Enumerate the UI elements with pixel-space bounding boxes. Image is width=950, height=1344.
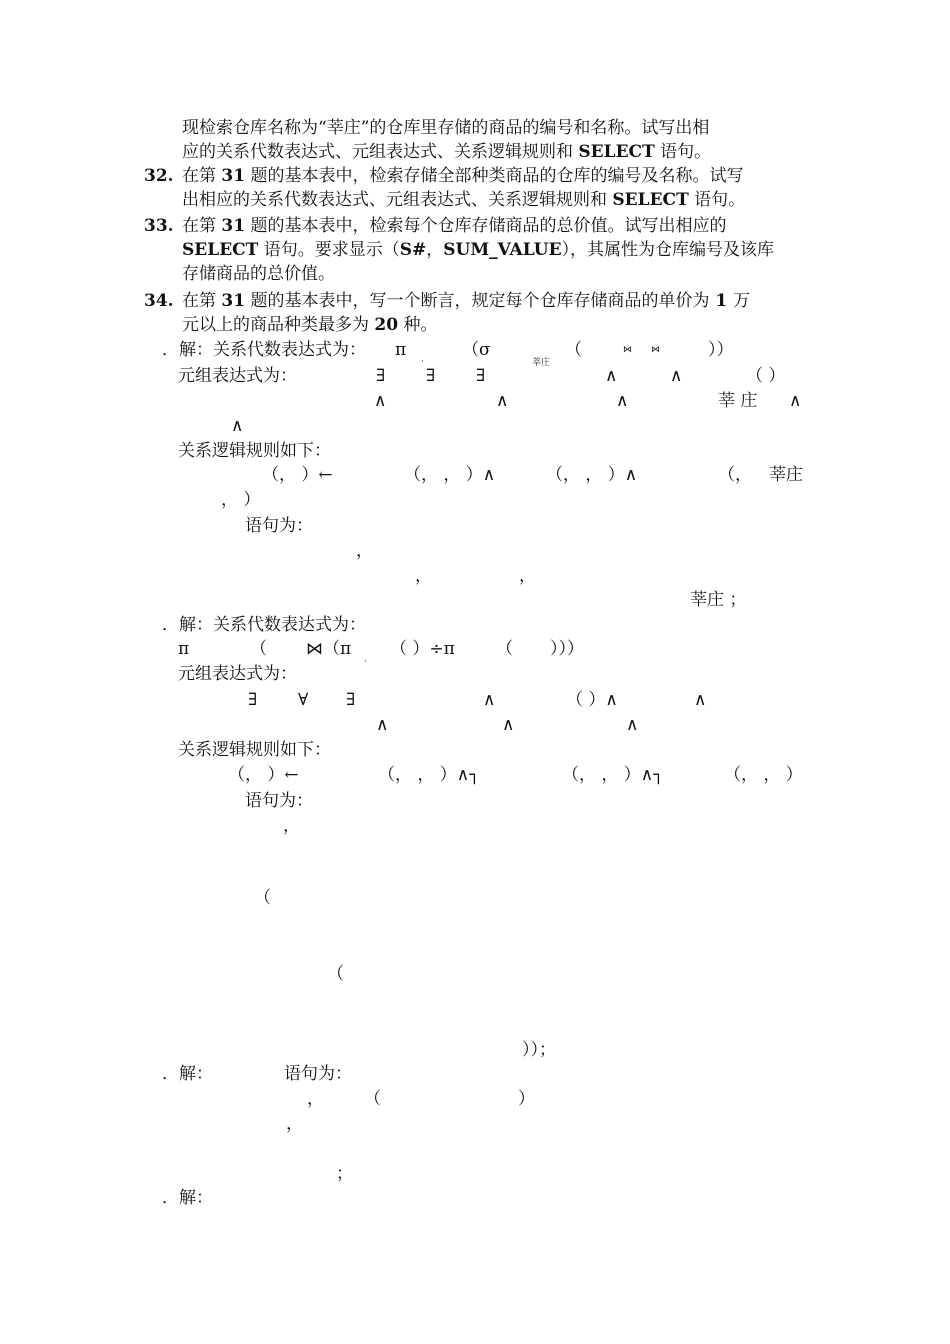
a31-join-paren: （ <box>565 340 582 360</box>
a31-and-4: ∧ <box>496 391 509 411</box>
a32-and-5: ∧ <box>626 715 639 735</box>
q32-line-1: 在第 31 题的基本表中，检索存储全部种类商品的仓库的编号及名称。试写 <box>182 166 744 186</box>
a31-sql-end: 莘庄 ； <box>690 590 747 610</box>
a31-and-7: ∧ <box>231 416 244 436</box>
a32-sql-label: 语句为： <box>245 791 313 811</box>
a32-comma-1: ， <box>283 816 300 836</box>
a31-exists-3: ∃ <box>476 366 486 386</box>
a32-rule-body-3: （， ， ） <box>724 765 803 785</box>
a31-close-2: ）） <box>708 340 734 360</box>
a31-rule-head: （， ）← <box>262 465 333 485</box>
a31-paren-pair: （ ） <box>746 366 786 386</box>
a31-and-2: ∧ <box>670 366 683 386</box>
a31-rule-name: 莘庄 <box>769 465 803 485</box>
a33-semicolon: ； <box>336 1164 353 1184</box>
a32-lparen-4: （ <box>327 964 344 984</box>
a32-join-pi: ⋈（π <box>306 639 352 659</box>
a32-and-3: ∧ <box>376 715 389 735</box>
a32-tuple-label: 元组表达式为： <box>178 664 297 684</box>
a31-comma-3: ， <box>519 566 536 586</box>
a33-rparen: ） <box>518 1089 535 1109</box>
a32-rule-label: 关系逻辑规则如下： <box>178 740 331 760</box>
a32-pi: π <box>178 639 190 659</box>
q32-line-2: 出相应的关系代数表达式、元组表达式、关系逻辑规则和 SELECT 语句。 <box>182 190 746 210</box>
a32-forall: ∀ <box>298 690 309 710</box>
a31-rule-cont: ， ） <box>221 490 261 510</box>
a31-rule-body-2: （， ， ）∧ <box>546 465 638 485</box>
a31-rule-body-3: （， <box>718 465 752 485</box>
a32-label: ．解：关系代数表达式为： <box>162 615 366 635</box>
a32-and-4: ∧ <box>502 715 515 735</box>
a33-comma-1: ， <box>307 1089 324 1109</box>
a31-dot: · <box>421 357 424 367</box>
q34-line-2: 元以上的商品种类最多为 20 种。 <box>182 315 438 335</box>
a33-comma-2: ， <box>286 1114 303 1134</box>
a32-and-1: ∧ <box>483 690 496 710</box>
q32-number: 32. <box>144 166 174 186</box>
a32-mid: （ ）÷π <box>390 639 455 659</box>
a31-exists-2: ∃ <box>426 366 436 386</box>
a31-exists-1: ∃ <box>376 366 386 386</box>
a32-exists-2: ∃ <box>346 690 356 710</box>
q34-line-1: 在第 31 题的基本表中，写一个断言，规定每个仓库存储商品的单价为 1 万 <box>182 291 751 311</box>
a31-tuple-label: 元组表达式为： <box>178 366 297 386</box>
a31-and-1: ∧ <box>605 366 618 386</box>
a33-label: ．解： <box>162 1064 213 1084</box>
q31-line-2: 应的关系代数表达式、元组表达式、关系逻辑规则和 SELECT 语句。 <box>182 142 712 162</box>
a31-name-1: 莘 庄 <box>718 391 758 411</box>
a31-rule-body-1: （， ， ）∧ <box>404 465 496 485</box>
a34-label: ．解： <box>162 1188 213 1208</box>
a33-lparen: （ <box>364 1089 381 1109</box>
q33-line-1: 在第 31 题的基本表中，检索每个仓库存储商品的总价值。试写出相应的 <box>182 216 727 236</box>
a31-and-5: ∧ <box>616 391 629 411</box>
a31-sql-label: 语句为： <box>245 516 313 536</box>
a31-and-6: ∧ <box>789 391 802 411</box>
a33-sql-label: 语句为： <box>284 1064 352 1084</box>
a32-dot: · <box>364 657 367 667</box>
a32-rule-body-2: （， ， ）∧┐ <box>562 765 664 785</box>
a32-exists-1: ∃ <box>248 690 258 710</box>
a32-rule-body-1: （， ， ）∧┐ <box>378 765 480 785</box>
q33-line-3: 存储商品的总价值。 <box>182 264 335 284</box>
a31-rule-label: 关系逻辑规则如下： <box>178 441 331 461</box>
a32-pair-and: （ ）∧ <box>566 690 618 710</box>
a31-label: ．解：关系代数表达式为： <box>162 340 366 360</box>
a31-paren-sigma: （σ <box>462 340 491 360</box>
q31-line-1: 现检索仓库名称为“莘庄”的仓库里存储的商品的编号和名称。试写出相 <box>182 118 710 138</box>
a31-comma-2: ， <box>415 566 432 586</box>
a31-join-1: ⋈ <box>623 345 632 355</box>
a32-lparen: （ <box>250 639 267 659</box>
a32-sql-end: ））； <box>522 1040 556 1060</box>
q33-line-2: SELECT 语句。要求显示（S#，SUM_VALUE），其属性为仓库编号及该库 <box>182 240 775 260</box>
a31-pi: π <box>395 340 407 360</box>
a32-close-3: ））） <box>550 639 584 659</box>
a32-and-2: ∧ <box>694 690 707 710</box>
a32-lparen-3: （ <box>254 888 271 908</box>
a31-comma-1: ， <box>356 541 373 561</box>
a32-lparen-2: （ <box>496 639 513 659</box>
q34-number: 34. <box>144 291 174 311</box>
a31-join-2: ⋈ <box>651 345 660 355</box>
a31-tiny-label: 莘庄 <box>532 358 551 368</box>
q33-number: 33. <box>144 216 174 236</box>
a32-rule-head: （， ）← <box>228 765 299 785</box>
a31-and-3: ∧ <box>374 391 387 411</box>
